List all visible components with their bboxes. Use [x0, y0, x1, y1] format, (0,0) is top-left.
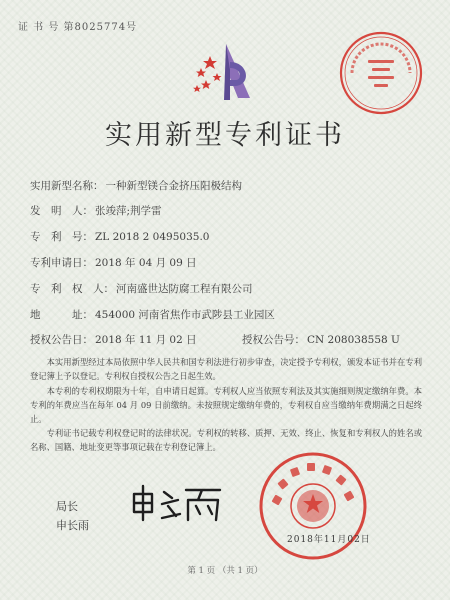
field-address	[30, 307, 275, 322]
field-patentee	[30, 281, 253, 296]
paragraph-term: 本专利的专利权期限为十年，自申请日起算。专利权人应当依照专利法及其实施细则规定缴纳年费。本专利的年费应当在每年 04 月 09 日前缴纳。未按照规定缴纳年费的，专利权自应当缴纳年费期满之日起终止。	[30, 386, 422, 425]
certificate-number: 证 书 号 第8025774号	[18, 22, 138, 33]
field-value: 河南盛世达防腐工程有限公司	[116, 283, 253, 295]
patent-office-logo-icon	[190, 40, 262, 106]
field-value: 张竣萍;荆学雷	[95, 205, 162, 217]
field-inventor	[30, 203, 162, 218]
field-value: 454000 河南省焦作市武陟县工业园区	[95, 309, 275, 321]
field-label: 专 利 号：	[30, 231, 93, 243]
director-signature	[128, 482, 224, 524]
field-patent-number	[30, 229, 209, 244]
seal-date: 2018年11月02日	[287, 535, 371, 545]
field-label: 发 明 人：	[30, 205, 93, 217]
business-seal-icon	[338, 30, 424, 116]
field-label: 授权公告日：	[30, 334, 93, 346]
field-value: CN 208038558 U	[307, 334, 400, 346]
field-utility-model-name	[30, 178, 242, 193]
field-label: 专 利 权 人：	[30, 283, 114, 295]
national-ip-office-seal-icon	[257, 450, 369, 562]
field-value: 2018 年 04 月 09 日	[95, 257, 197, 269]
field-value: 一种新型镁合金挤压阳极结构	[105, 180, 242, 192]
field-application-date	[30, 255, 197, 270]
director-name: 申长雨	[56, 519, 89, 532]
paragraph-grant: 本实用新型经过本局依照中华人民共和国专利法进行初步审查，决定授予专利权，颁发本证书并在专利登记簿上予以登记。专利权自授权公告之日起生效。	[30, 357, 422, 382]
director-title: 局长	[56, 500, 78, 513]
field-label: 实用新型名称：	[30, 180, 104, 192]
field-grant-date	[30, 332, 197, 347]
field-value: 2018 年 11 月 02 日	[95, 334, 197, 346]
field-value: ZL 2018 2 0495035.0	[95, 231, 210, 243]
field-label: 地 址：	[30, 309, 93, 321]
field-label: 授权公告号：	[242, 334, 305, 346]
page-title: 实用新型专利证书	[105, 120, 345, 151]
paragraph-legal-status: 专利证书记载专利权登记时的法律状况。专利权的转移、质押、无效、终止、恢复和专利权人的姓名或名称、国籍、地址变更等事项记载在专利登记簿上。	[30, 428, 422, 453]
field-label: 专利申请日：	[30, 257, 93, 269]
page-number: 第 1 页 （共 1 页）	[187, 566, 263, 576]
field-grant-number	[242, 332, 400, 347]
